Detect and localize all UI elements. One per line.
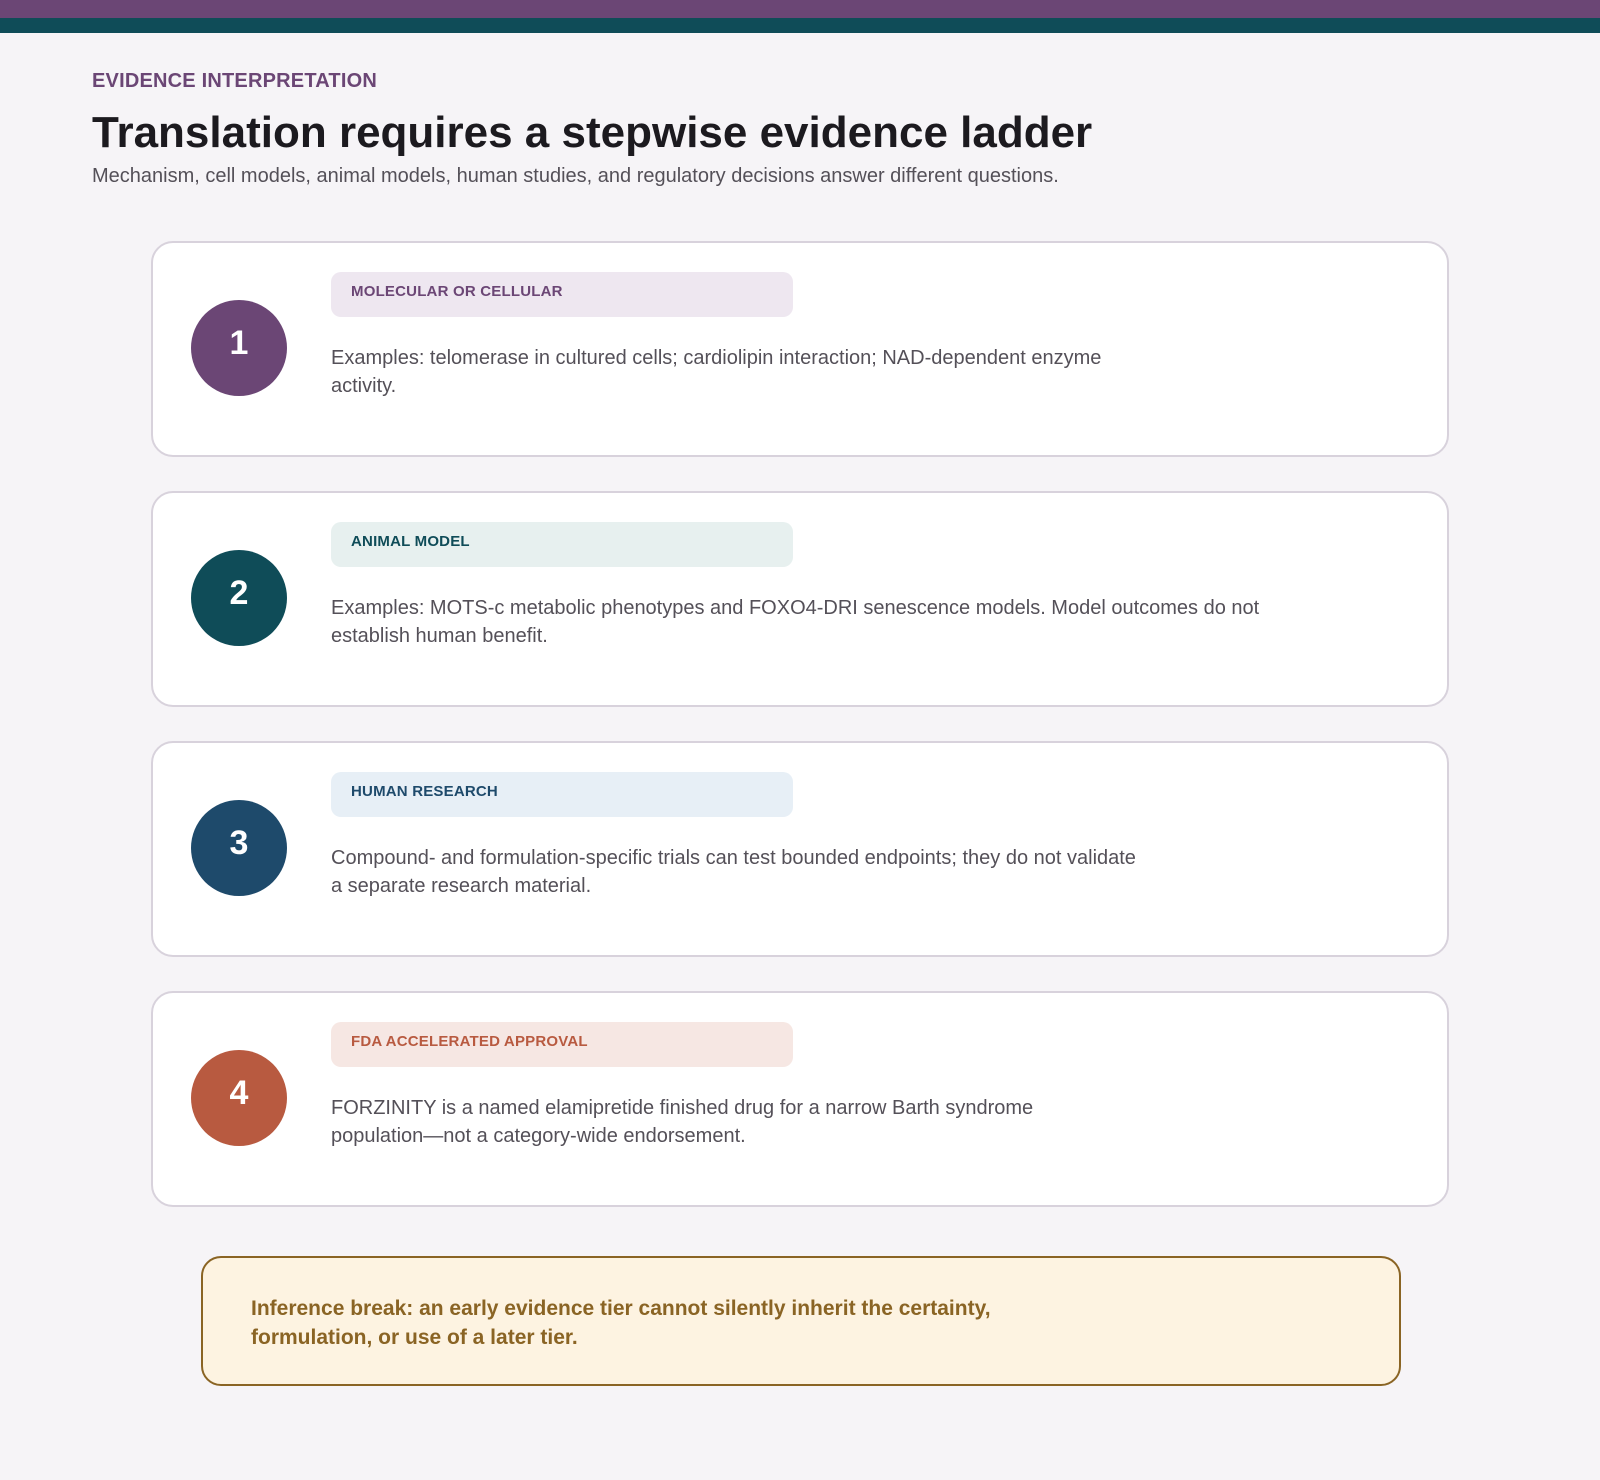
top-accent-bar [0, 0, 1600, 18]
tier-tag: ANIMAL MODEL [331, 522, 793, 567]
tier-tag: HUMAN RESEARCH [331, 772, 793, 817]
tier-number-badge: 3 [191, 800, 287, 896]
tier-description: FORZINITY is a named elamipretide finished drug for a narrow Barth syndrome population—not a category-wide endorsement. [331, 1097, 1034, 1147]
page-subtitle: Mechanism, cell models, animal models, human studies, and regulatory decisions answer different questions. [92, 165, 1059, 187]
tier-description: Examples: telomerase in cultured cells; cardiolipin interaction; NAD-dependent enzyme activity. [331, 347, 1102, 397]
tier-tag: FDA ACCELERATED APPROVAL [331, 1022, 793, 1067]
tier-number-badge: 4 [191, 1050, 287, 1146]
tier-card-1 [151, 241, 1449, 457]
page-title: Translation requires a stepwise evidence ladder [92, 108, 1093, 157]
section-eyebrow: EVIDENCE INTERPRETATION [92, 70, 377, 92]
inference-break-callout [201, 1256, 1401, 1386]
callout-text: Inference break: an early evidence tier cannot silently inherit the certainty, formulation, or use of a later tier. [251, 1297, 991, 1349]
top-accent-bar-secondary [0, 18, 1600, 33]
tier-tag: MOLECULAR OR CELLULAR [331, 272, 793, 317]
tier-card-3 [151, 741, 1449, 957]
tier-card-4 [151, 991, 1449, 1207]
tier-card-2 [151, 491, 1449, 707]
tier-description: Examples: MOTS-c metabolic phenotypes and FOXO4-DRI senescence models. Model outcomes do not establish human benefit. [331, 597, 1260, 647]
tier-description: Compound- and formulation-specific trials can test bounded endpoints; they do not validate a separate research material. [331, 847, 1136, 897]
tier-number-badge: 2 [191, 550, 287, 646]
tier-number-badge: 1 [191, 300, 287, 396]
